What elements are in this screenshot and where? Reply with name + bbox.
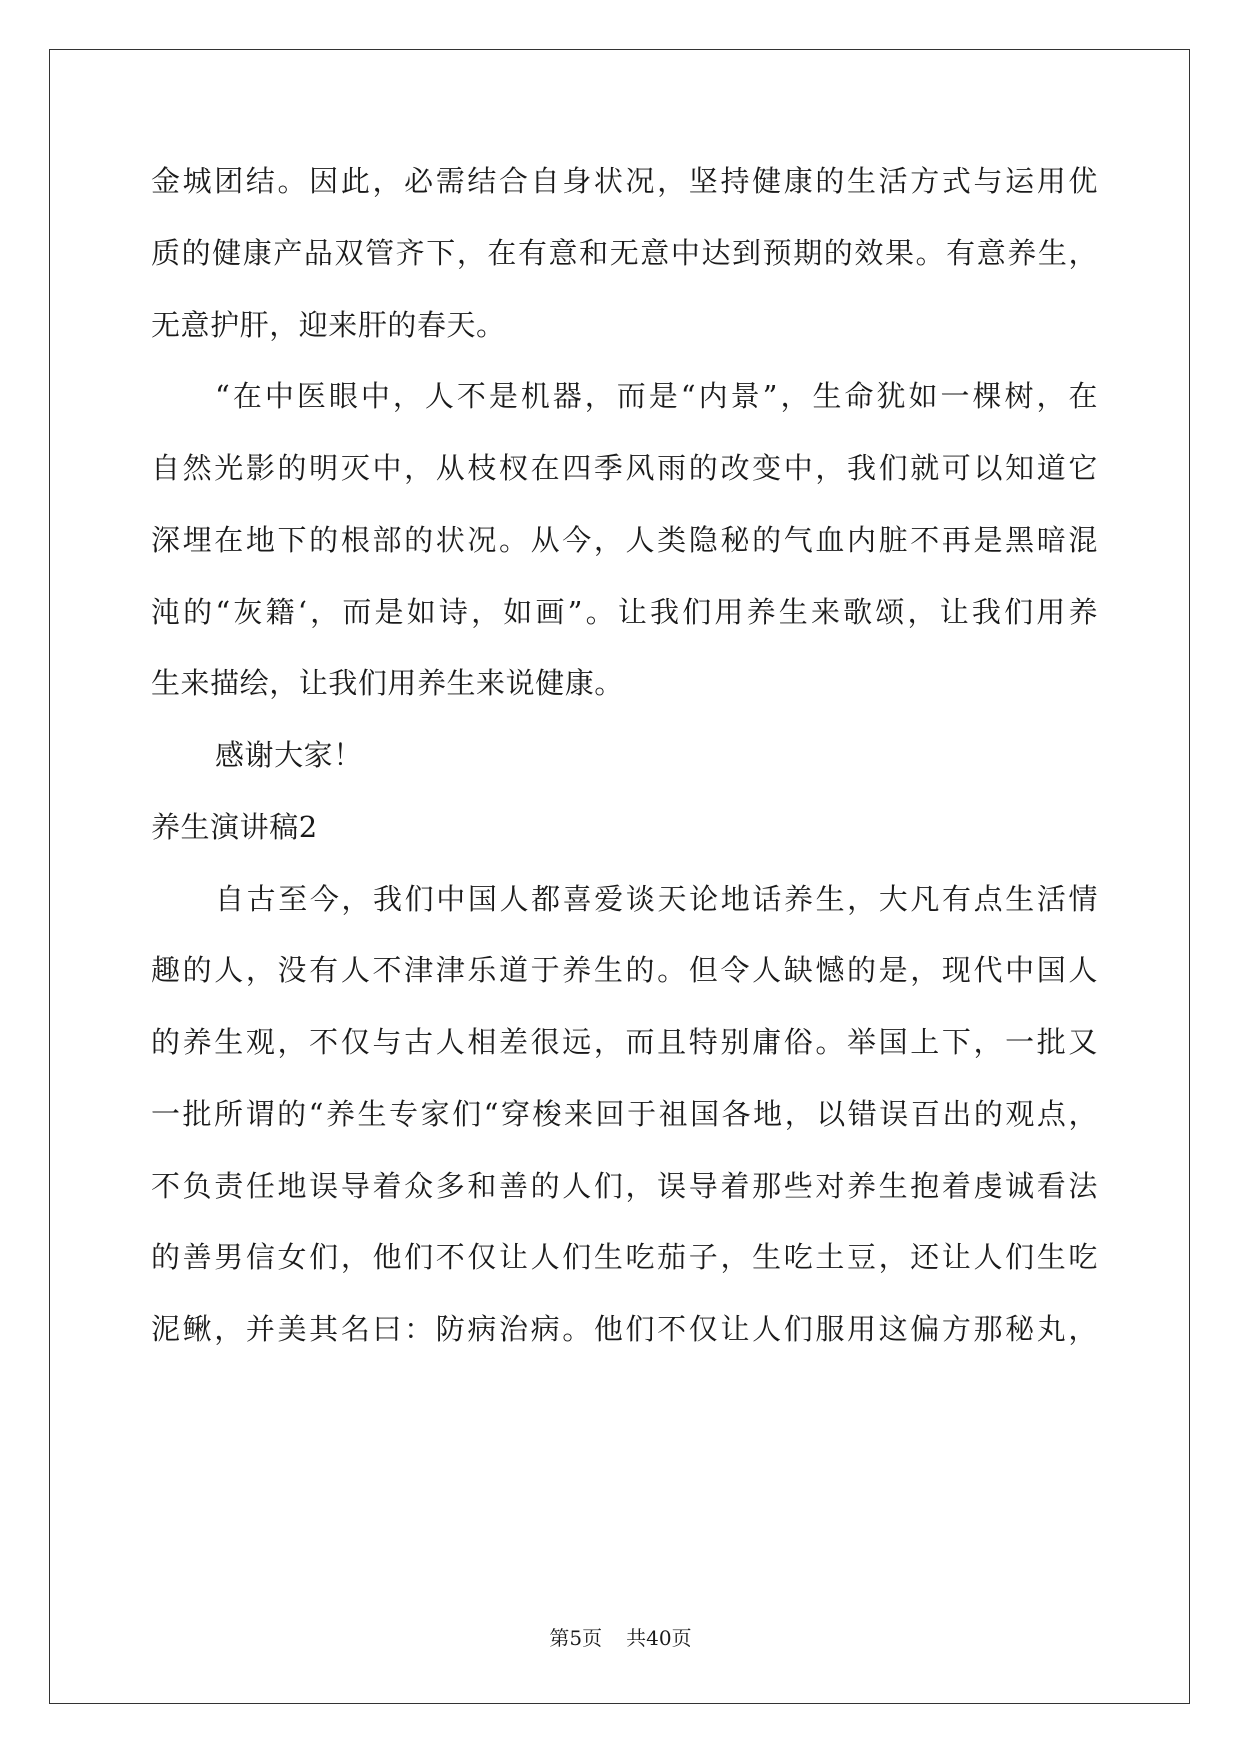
text-line: 深埋在地下的根部的状况。从今，人类隐秘的气血内脏不再是黑暗混	[151, 523, 1098, 557]
paragraph-first-line: 自古至今，我们中国人都喜爱谈天论地话养生，大凡有点生活情	[215, 882, 1098, 916]
text-line: 趣的人，没有人不津津乐道于养生的。但令人缺憾的是，现代中国人	[151, 953, 1098, 987]
page-number: 第5页	[549, 1626, 603, 1650]
text-line: 一批所谓的“养生专家们“穿梭来回于祖国各地，以错误百出的观点，	[151, 1097, 1098, 1131]
text-line: 的养生观，不仅与古人相差很远，而且特别庸俗。举国上下，一批又	[151, 1025, 1098, 1059]
closing-line: 感谢大家！	[215, 738, 363, 772]
text-line: 的善男信女们，他们不仅让人们生吃茄子，生吃土豆，还让人们生吃	[151, 1240, 1098, 1274]
page-total: 共40页	[626, 1626, 692, 1650]
text-line: 不负责任地误导着众多和善的人们，误导着那些对养生抱着虔诚看法	[151, 1169, 1098, 1203]
section-heading: 养生演讲稿2	[151, 810, 318, 844]
paragraph-first-line: “在中医眼中，人不是机器，而是“内景”，生命犹如一棵树，在	[215, 379, 1098, 413]
text-line: 金城团结。因此，必需结合自身状况，坚持健康的生活方式与运用优	[151, 164, 1098, 198]
text-line: 生来描绘，让我们用养生来说健康。	[151, 666, 624, 700]
text-line: 沌的“灰籍‘，而是如诗，如画”。让我们用养生来歌颂，让我们用养	[151, 595, 1098, 629]
page-border	[49, 49, 1190, 1704]
page-footer	[0, 1625, 1241, 1651]
text-line: 质的健康产品双管齐下，在有意和无意中达到预期的效果。有意养生，	[151, 236, 1098, 270]
text-line: 自然光影的明灭中，从枝杈在四季风雨的改变中，我们就可以知道它	[151, 451, 1098, 485]
text-line: 无意护肝，迎来肝的春天。	[151, 308, 506, 342]
text-line: 泥鳅，并美其名曰：防病治病。他们不仅让人们服用这偏方那秘丸，	[151, 1312, 1098, 1346]
